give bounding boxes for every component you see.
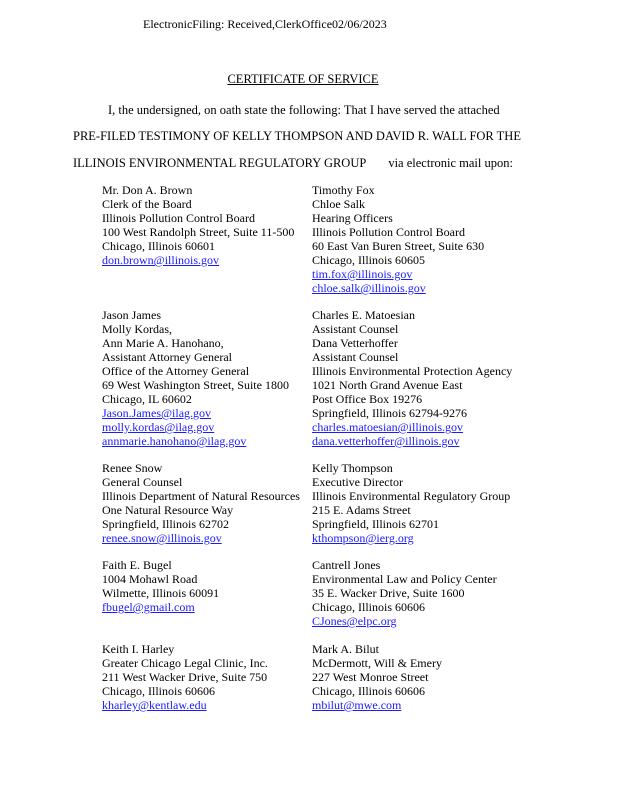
recipient-line: 227 West Monroe Street xyxy=(312,670,429,684)
recipient-line: 211 West Wacker Drive, Suite 750 xyxy=(102,670,268,684)
recipient-email-link[interactable]: fbugel@gmail.com xyxy=(102,600,195,614)
recipient-line: Faith E. Bugel xyxy=(102,558,172,572)
recipient-email-link[interactable]: renee.snow@illinois.gov xyxy=(102,531,222,545)
recipient-line: Environmental Law and Policy Center xyxy=(312,572,497,586)
recipient-line: 100 West Randolph Street, Suite 11-500 xyxy=(102,225,295,239)
recipient-line: Kelly Thompson xyxy=(312,461,393,475)
intro-line-3 xyxy=(73,156,513,171)
recipient-line: McDermott, Will & Emery xyxy=(312,656,442,670)
recipient-line: Keith I. Harley xyxy=(102,642,175,656)
recipient-block xyxy=(312,308,512,448)
recipient-line: Assistant Counsel xyxy=(312,350,399,364)
recipient-email-line xyxy=(312,281,484,295)
recipient-line: Renee Snow xyxy=(102,461,163,475)
recipient-block xyxy=(102,183,294,267)
recipient-line: Wilmette, Illinois 60091 xyxy=(102,586,220,600)
recipient-block xyxy=(102,558,219,614)
recipient-email-line xyxy=(102,600,219,614)
recipient-email-line xyxy=(312,434,512,448)
recipient-line: Assistant Counsel xyxy=(312,322,399,336)
recipient-email-link[interactable]: annmarie.hanohano@ilag.gov xyxy=(102,434,247,448)
certificate-title xyxy=(0,72,618,87)
recipient-email-line xyxy=(102,406,289,420)
recipient-line: Springfield, Illinois 62702 xyxy=(102,517,229,531)
recipient-line: Chicago, Illinois 60601 xyxy=(102,239,215,253)
recipient-line: 215 E. Adams Street xyxy=(312,503,411,517)
intro-line-1: I, the undersigned, on oath state the following: That I have served the attached xyxy=(108,103,500,117)
recipient-line: Illinois Environmental Protection Agency xyxy=(312,364,513,378)
recipient-line: 1021 North Grand Avenue East xyxy=(312,378,463,392)
recipient-line: Post Office Box 19276 xyxy=(312,392,423,406)
recipient-email-line xyxy=(312,614,497,628)
recipient-line: Clerk of the Board xyxy=(102,197,192,211)
recipient-block xyxy=(312,558,497,628)
recipient-email-line xyxy=(312,698,442,712)
recipient-line: Chicago, Illinois 60606 xyxy=(312,600,425,614)
recipient-line: 1004 Mohawl Road xyxy=(102,572,198,586)
recipient-line: Springfield, Illinois 62794-9276 xyxy=(312,406,467,420)
recipient-line: Chicago, Illinois 60606 xyxy=(102,684,215,698)
recipient-email-line xyxy=(312,267,484,281)
recipient-email-line xyxy=(312,420,512,434)
recipient-line: Chloe Salk xyxy=(312,197,365,211)
recipient-email-link[interactable]: tim.fox@illinois.gov xyxy=(312,267,413,281)
recipient-email-line xyxy=(102,434,289,448)
recipient-line: Hearing Officers xyxy=(312,211,393,225)
recipient-line: 35 E. Wacker Drive, Suite 1600 xyxy=(312,586,465,600)
recipient-email-line xyxy=(102,698,268,712)
recipient-line: Illinois Pollution Control Board xyxy=(312,225,466,239)
recipient-line: Charles E. Matoesian xyxy=(312,308,415,322)
recipient-line: Executive Director xyxy=(312,475,403,489)
recipient-email-link[interactable]: dana.vetterhoffer@illinois.gov xyxy=(312,434,460,448)
recipient-line: Illinois Department of Natural Resources xyxy=(102,489,300,503)
recipient-line: Dana Vetterhoffer xyxy=(312,336,398,350)
recipient-block xyxy=(102,308,289,448)
recipient-block xyxy=(102,642,268,712)
intro-line-3-part2: via electronic mail upon: xyxy=(388,156,513,170)
recipient-email-link[interactable]: molly.kordas@ilag.gov xyxy=(102,420,215,434)
recipient-email-line xyxy=(102,531,300,545)
recipient-email-link[interactable]: mbilut@mwe.com xyxy=(312,698,402,712)
intro-line-2: PRE-FILED TESTIMONY OF KELLY THOMPSON AND DAVID R. WALL FOR THE xyxy=(73,129,521,143)
recipient-line: Illinois Pollution Control Board xyxy=(102,211,256,225)
recipient-email-link[interactable]: charles.matoesian@illinois.gov xyxy=(312,420,464,434)
recipient-email-link[interactable]: CJones@elpc.org xyxy=(312,614,397,628)
recipient-email-line xyxy=(102,420,289,434)
recipient-line: Chicago, Illinois 60605 xyxy=(312,253,425,267)
recipient-line: Chicago, IL 60602 xyxy=(102,392,192,406)
recipient-line: Mark A. Bilut xyxy=(312,642,380,656)
intro-line-3-part1: ILLINOIS ENVIRONMENTAL REGULATORY GROUP xyxy=(73,156,367,170)
recipient-email-link[interactable]: don.brown@illinois.gov xyxy=(102,253,220,267)
recipient-email-line xyxy=(102,253,294,267)
recipient-line: Cantrell Jones xyxy=(312,558,381,572)
recipient-line: Timothy Fox xyxy=(312,183,375,197)
recipient-email-link[interactable]: kharley@kentlaw.edu xyxy=(102,698,207,712)
recipient-email-link[interactable]: kthompson@ierg.org xyxy=(312,531,414,545)
recipient-line: Office of the Attorney General xyxy=(102,364,250,378)
recipient-line: Jason James xyxy=(102,308,161,322)
recipient-email-link[interactable]: Jason.James@ilag.gov xyxy=(102,406,212,420)
recipient-line: Greater Chicago Legal Clinic, Inc. xyxy=(102,656,268,670)
recipient-line: Springfield, Illinois 62701 xyxy=(312,517,439,531)
recipient-email-line xyxy=(312,531,510,545)
recipient-line: General Counsel xyxy=(102,475,183,489)
recipient-email-link[interactable]: chloe.salk@illinois.gov xyxy=(312,281,426,295)
recipient-line: 69 West Washington Street, Suite 1800 xyxy=(102,378,289,392)
certificate-title-text: CERTIFICATE OF SERVICE xyxy=(227,72,379,86)
recipient-line: 60 East Van Buren Street, Suite 630 xyxy=(312,239,485,253)
recipient-block xyxy=(312,183,484,295)
recipient-block xyxy=(312,642,442,712)
recipient-line: Assistant Attorney General xyxy=(102,350,232,364)
recipient-line: Mr. Don A. Brown xyxy=(102,183,193,197)
recipient-line: Molly Kordas, xyxy=(102,322,172,336)
recipient-block xyxy=(102,461,300,545)
electronic-filing-stamp: ElectronicFiling: Received,ClerkOffice02/06/2023 xyxy=(143,17,387,31)
recipient-line: Chicago, Illinois 60606 xyxy=(312,684,425,698)
recipient-line: Ann Marie A. Hanohano, xyxy=(102,336,224,350)
recipient-block xyxy=(312,461,510,545)
recipient-line: Illinois Environmental Regulatory Group xyxy=(312,489,511,503)
recipient-line: One Natural Resource Way xyxy=(102,503,234,517)
